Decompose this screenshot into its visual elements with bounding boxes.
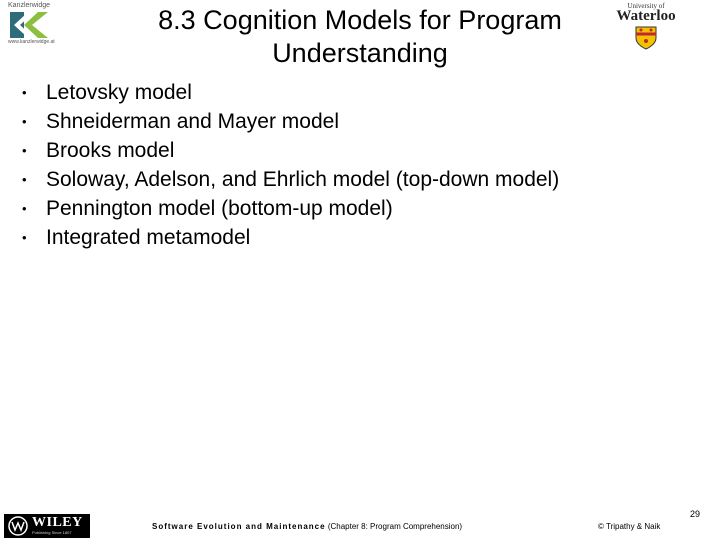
bullet-item — [22, 78, 559, 107]
bullet-item — [22, 165, 559, 194]
wiley-logo — [4, 514, 90, 538]
wiley-emblem-icon — [6, 514, 30, 538]
footer-copyright: © Tripathy & Naik — [598, 522, 661, 531]
footer-book-title: Software Evolution and Maintenance — [152, 522, 326, 531]
bullet-dot: • — [22, 201, 27, 216]
bullet-dot: • — [22, 230, 27, 245]
bullet-item — [22, 223, 559, 252]
wiley-logo-text: WILEY — [32, 515, 83, 530]
waterloo-logo — [606, 2, 686, 48]
waterloo-logo-top-text: University of — [627, 2, 665, 10]
bullet-item — [22, 136, 559, 165]
kk-logo-mark-icon — [10, 12, 48, 38]
waterloo-logo-name: Waterloo — [616, 8, 676, 24]
bullet-text: Shneiderman and Mayer model — [46, 110, 339, 133]
slide-title-line-2: Understanding — [272, 38, 448, 68]
bullet-dot: • — [22, 172, 27, 187]
footer-chapter: (Chapter 8: Program Comprehension) — [327, 522, 463, 531]
bullet-list — [22, 78, 559, 252]
footer-book-info — [152, 522, 462, 531]
slide-title — [100, 4, 620, 70]
bullet-item — [22, 194, 559, 223]
bullet-text: Integrated metamodel — [46, 226, 251, 249]
bullet-dot: • — [22, 114, 27, 129]
kk-logo — [8, 2, 55, 46]
page-number: 29 — [690, 509, 701, 519]
bullet-dot: • — [22, 85, 27, 100]
slide-title-line-1: 8.3 Cognition Models for Program — [158, 5, 562, 35]
bullet-text: Soloway, Adelson, and Ehrlich model (top-down model) — [46, 168, 560, 191]
bullet-text: Letovsky model — [46, 81, 192, 104]
waterloo-crest-icon — [635, 26, 657, 50]
kk-logo-top-text: Kanzlerwidge — [8, 2, 51, 9]
kk-logo-url: www.kanzlerwidge.at — [8, 39, 55, 45]
bullet-text: Pennington model (bottom-up model) — [46, 197, 393, 220]
wiley-logo-subtext: Publishing Since 1807 — [32, 530, 72, 535]
bullet-text: Brooks model — [46, 139, 175, 162]
bullet-dot: • — [22, 143, 27, 158]
bullet-item — [22, 107, 559, 136]
